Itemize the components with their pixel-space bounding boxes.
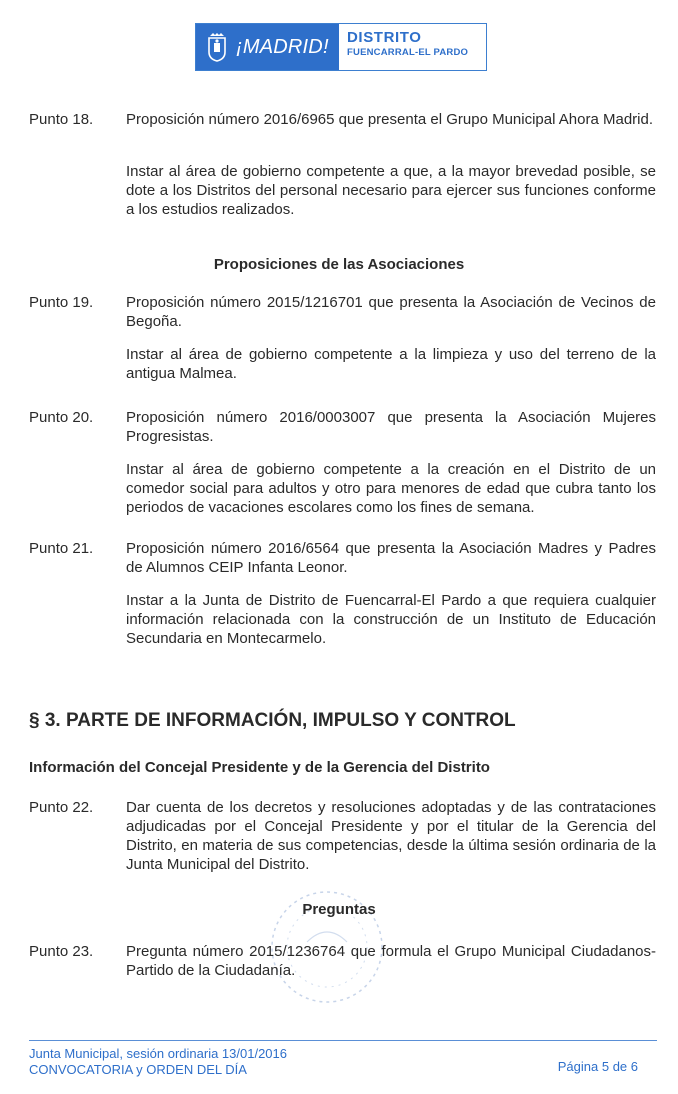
item-number: Punto 22. xyxy=(29,799,94,816)
item-number: Punto 19. xyxy=(29,294,94,311)
item-text: Dar cuenta de los decretos y resoluciones adoptadas y de las contrataciones adjudicadas por el Concejal Presidente y por el titular de la Gerencia del Distrito, en materia de sus competencias, desde la última sesión ordinaria de la Junta Municipal del Distrito. xyxy=(126,799,656,873)
item-text: Pregunta número 2015/1236764 que formula el Grupo Municipal Ciudadanos-Partido de la Ciudadanía. xyxy=(126,943,656,979)
questions-heading: Preguntas xyxy=(302,901,376,918)
footer-info xyxy=(29,1046,287,1078)
district-line1: DISTRITO xyxy=(347,29,422,46)
item-proposal: Proposición número 2016/6965 que presenta el Grupo Municipal Ahora Madrid. xyxy=(126,111,653,128)
item-number: Punto 21. xyxy=(29,540,94,557)
logo-brand-block xyxy=(196,24,339,70)
item-detail: Instar al área de gobierno competente a la creación en el Distrito de un comedor social para adultos y otro para menores de edad que cubra tanto los periodos de vacaciones escolares como los fines de semana. xyxy=(126,461,656,516)
footer-divider xyxy=(29,1040,657,1041)
footer-session: Junta Municipal, sesión ordinaria 13/01/2016 xyxy=(29,1046,288,1061)
footer-document-title: CONVOCATORIA y ORDEN DEL DÍA xyxy=(29,1062,247,1077)
item-number: Punto 23. xyxy=(29,943,94,960)
item-proposal: Proposición número 2016/0003007 que presenta la Asociación Mujeres Progresistas. xyxy=(126,409,656,445)
section-3-subtitle: Información del Concejal Presidente y de la Gerencia del Distrito xyxy=(29,759,490,776)
district-line2: FUENCARRAL-EL PARDO xyxy=(347,47,469,58)
associations-heading: Proposiciones de las Asociaciones xyxy=(213,256,465,273)
item-proposal: Proposición número 2015/1216701 que presenta la Asociación de Vecinos de Begoña. xyxy=(126,294,656,330)
item-proposal: Proposición número 2016/6564 que presenta la Asociación Madres y Padres de Alumnos CEIP Infanta Leonor. xyxy=(126,540,656,576)
district-label xyxy=(339,24,486,70)
item-detail: Instar a la Junta de Distrito de Fuencarral-El Pardo a que requiera cualquier información relacionada con la construcción de un Instituto de Educación Secundaria en Montecarmelo. xyxy=(126,592,656,647)
item-detail: Instar al área de gobierno competente a que, a la mayor brevedad posible, se dote a los Distritos del personal necesario para ejercer sus funciones conforme a los estudios realizados. xyxy=(126,163,656,218)
logo-wordmark: ¡MADRID! xyxy=(236,35,329,58)
item-number: Punto 18. xyxy=(29,111,94,128)
page-number: Página 5 de 6 xyxy=(557,1059,638,1074)
item-number: Punto 20. xyxy=(29,409,94,426)
madrid-crest-icon xyxy=(206,32,228,62)
item-detail: Instar al área de gobierno competente a la limpieza y uso del terreno de la antigua Malmea. xyxy=(126,346,656,382)
madrid-logo xyxy=(195,23,487,71)
section-3-title: § 3. PARTE DE INFORMACIÓN, IMPULSO Y CONTROL xyxy=(29,710,516,731)
